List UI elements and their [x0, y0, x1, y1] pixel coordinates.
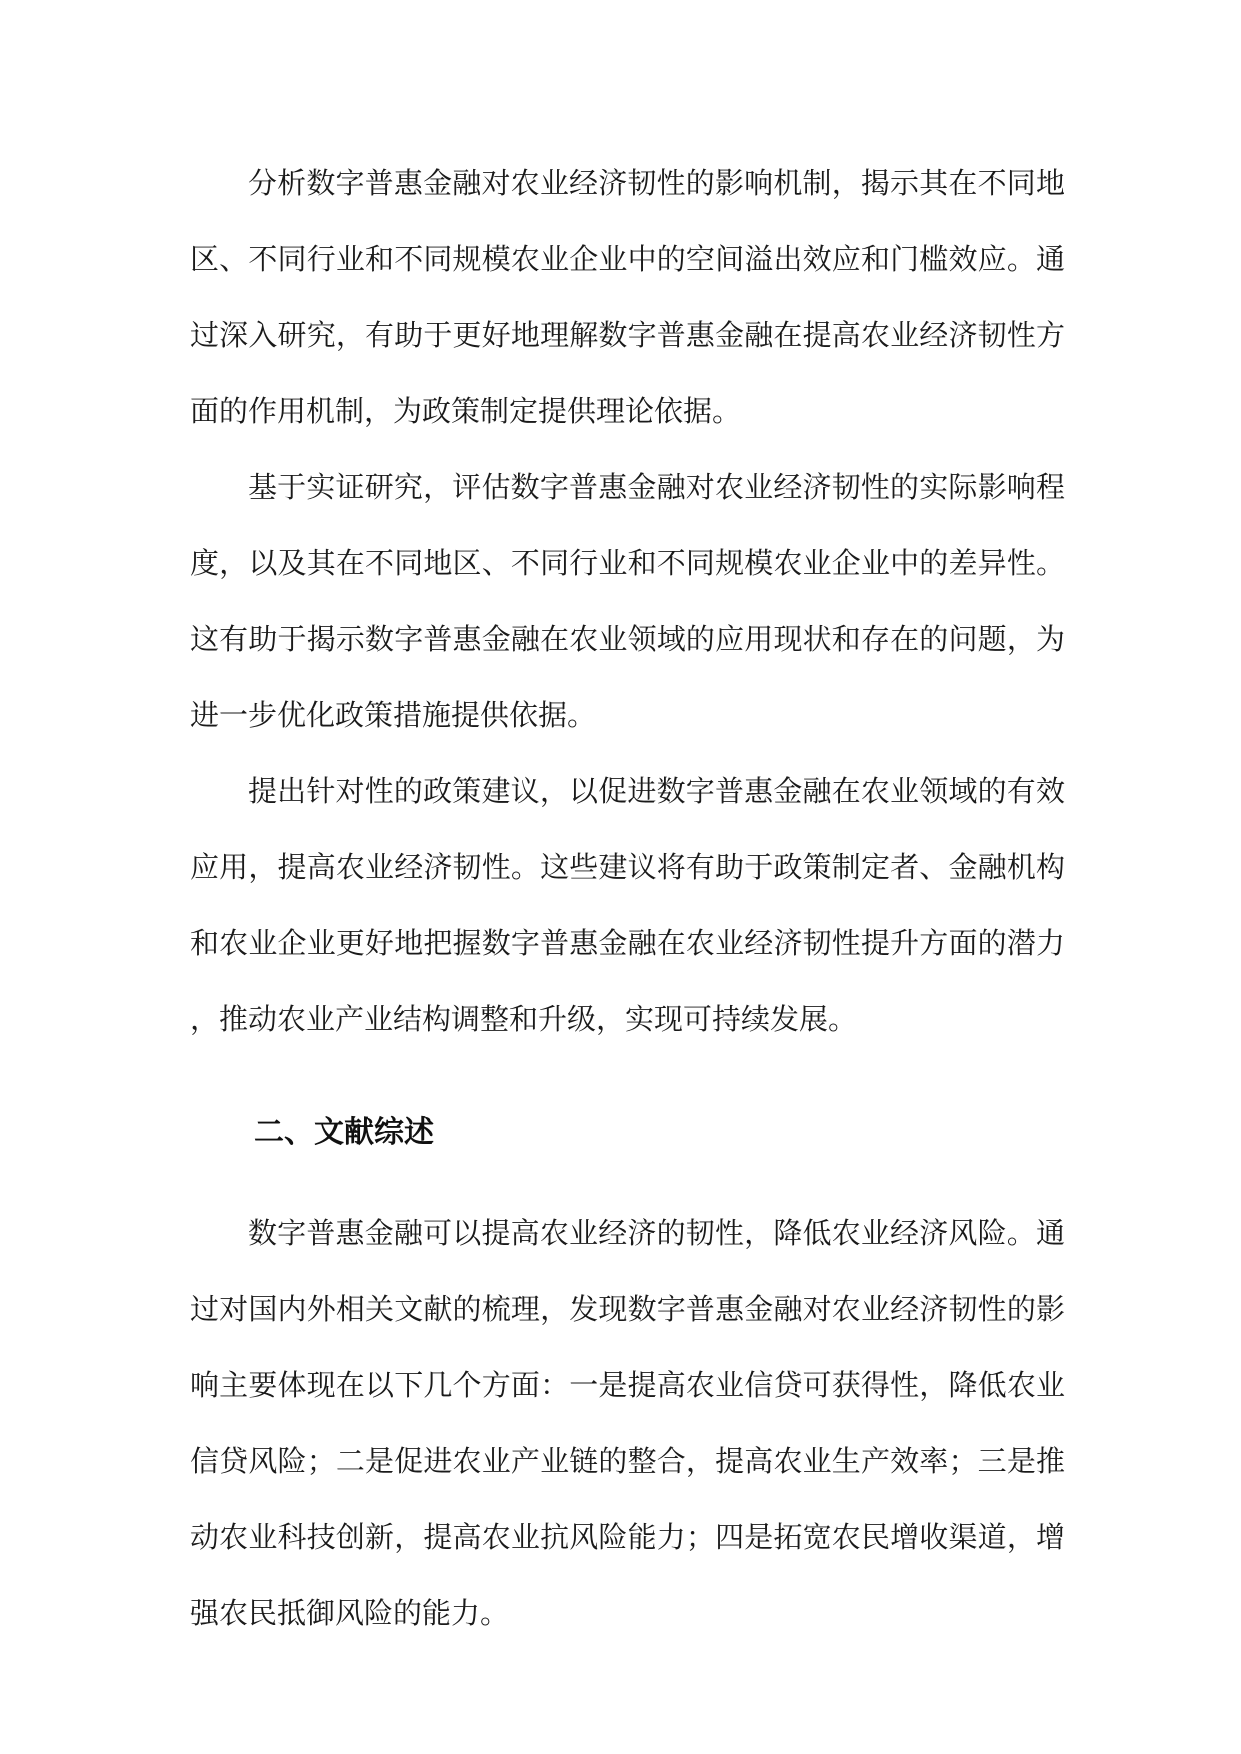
document-body	[190, 145, 1065, 1651]
paragraph-literature-summary: 数字普惠金融可以提高农业经济的韧性，降低农业经济风险。通过对国内外相关文献的梳理，发现数字普惠金融对农业经济韧性的影响主要体现在以下几个方面：一是提高农业信贷可获得性，降低农业信贷风险；二是促进农业产业链的整合，提高农业生产效率；三是推动农业科技创新，提高农业抗风险能力；四是拓宽农民增收渠道，增强农民抵御风险的能力。	[190, 1216, 1065, 1630]
paragraph-policy-suggestions: 提出针对性的政策建议，以促进数字普惠金融在农业领域的有效应用，提高农业经济韧性。这些建议将有助于政策制定者、金融机构和农业企业更好地把握数字普惠金融在农业经济韧性提升方面的潜力，推动农业产业结构调整和升级，实现可持续发展。	[190, 774, 1065, 1036]
paragraph-empirical-evaluation: 基于实证研究，评估数字普惠金融对农业经济韧性的实际影响程度，以及其在不同地区、不同行业和不同规模农业企业中的差异性。这有助于揭示数字普惠金融在农业领域的应用现状和存在的问题，为进一步优化政策措施提供依据。	[190, 470, 1065, 732]
paragraph-mechanism-analysis: 分析数字普惠金融对农业经济韧性的影响机制，揭示其在不同地区、不同行业和不同规模农业企业中的空间溢出效应和门槛效应。通过深入研究，有助于更好地理解数字普惠金融在提高农业经济韧性方面的作用机制，为政策制定提供理论依据。	[190, 166, 1065, 428]
section-heading-literature-review: 二、文献综述	[254, 1115, 434, 1150]
